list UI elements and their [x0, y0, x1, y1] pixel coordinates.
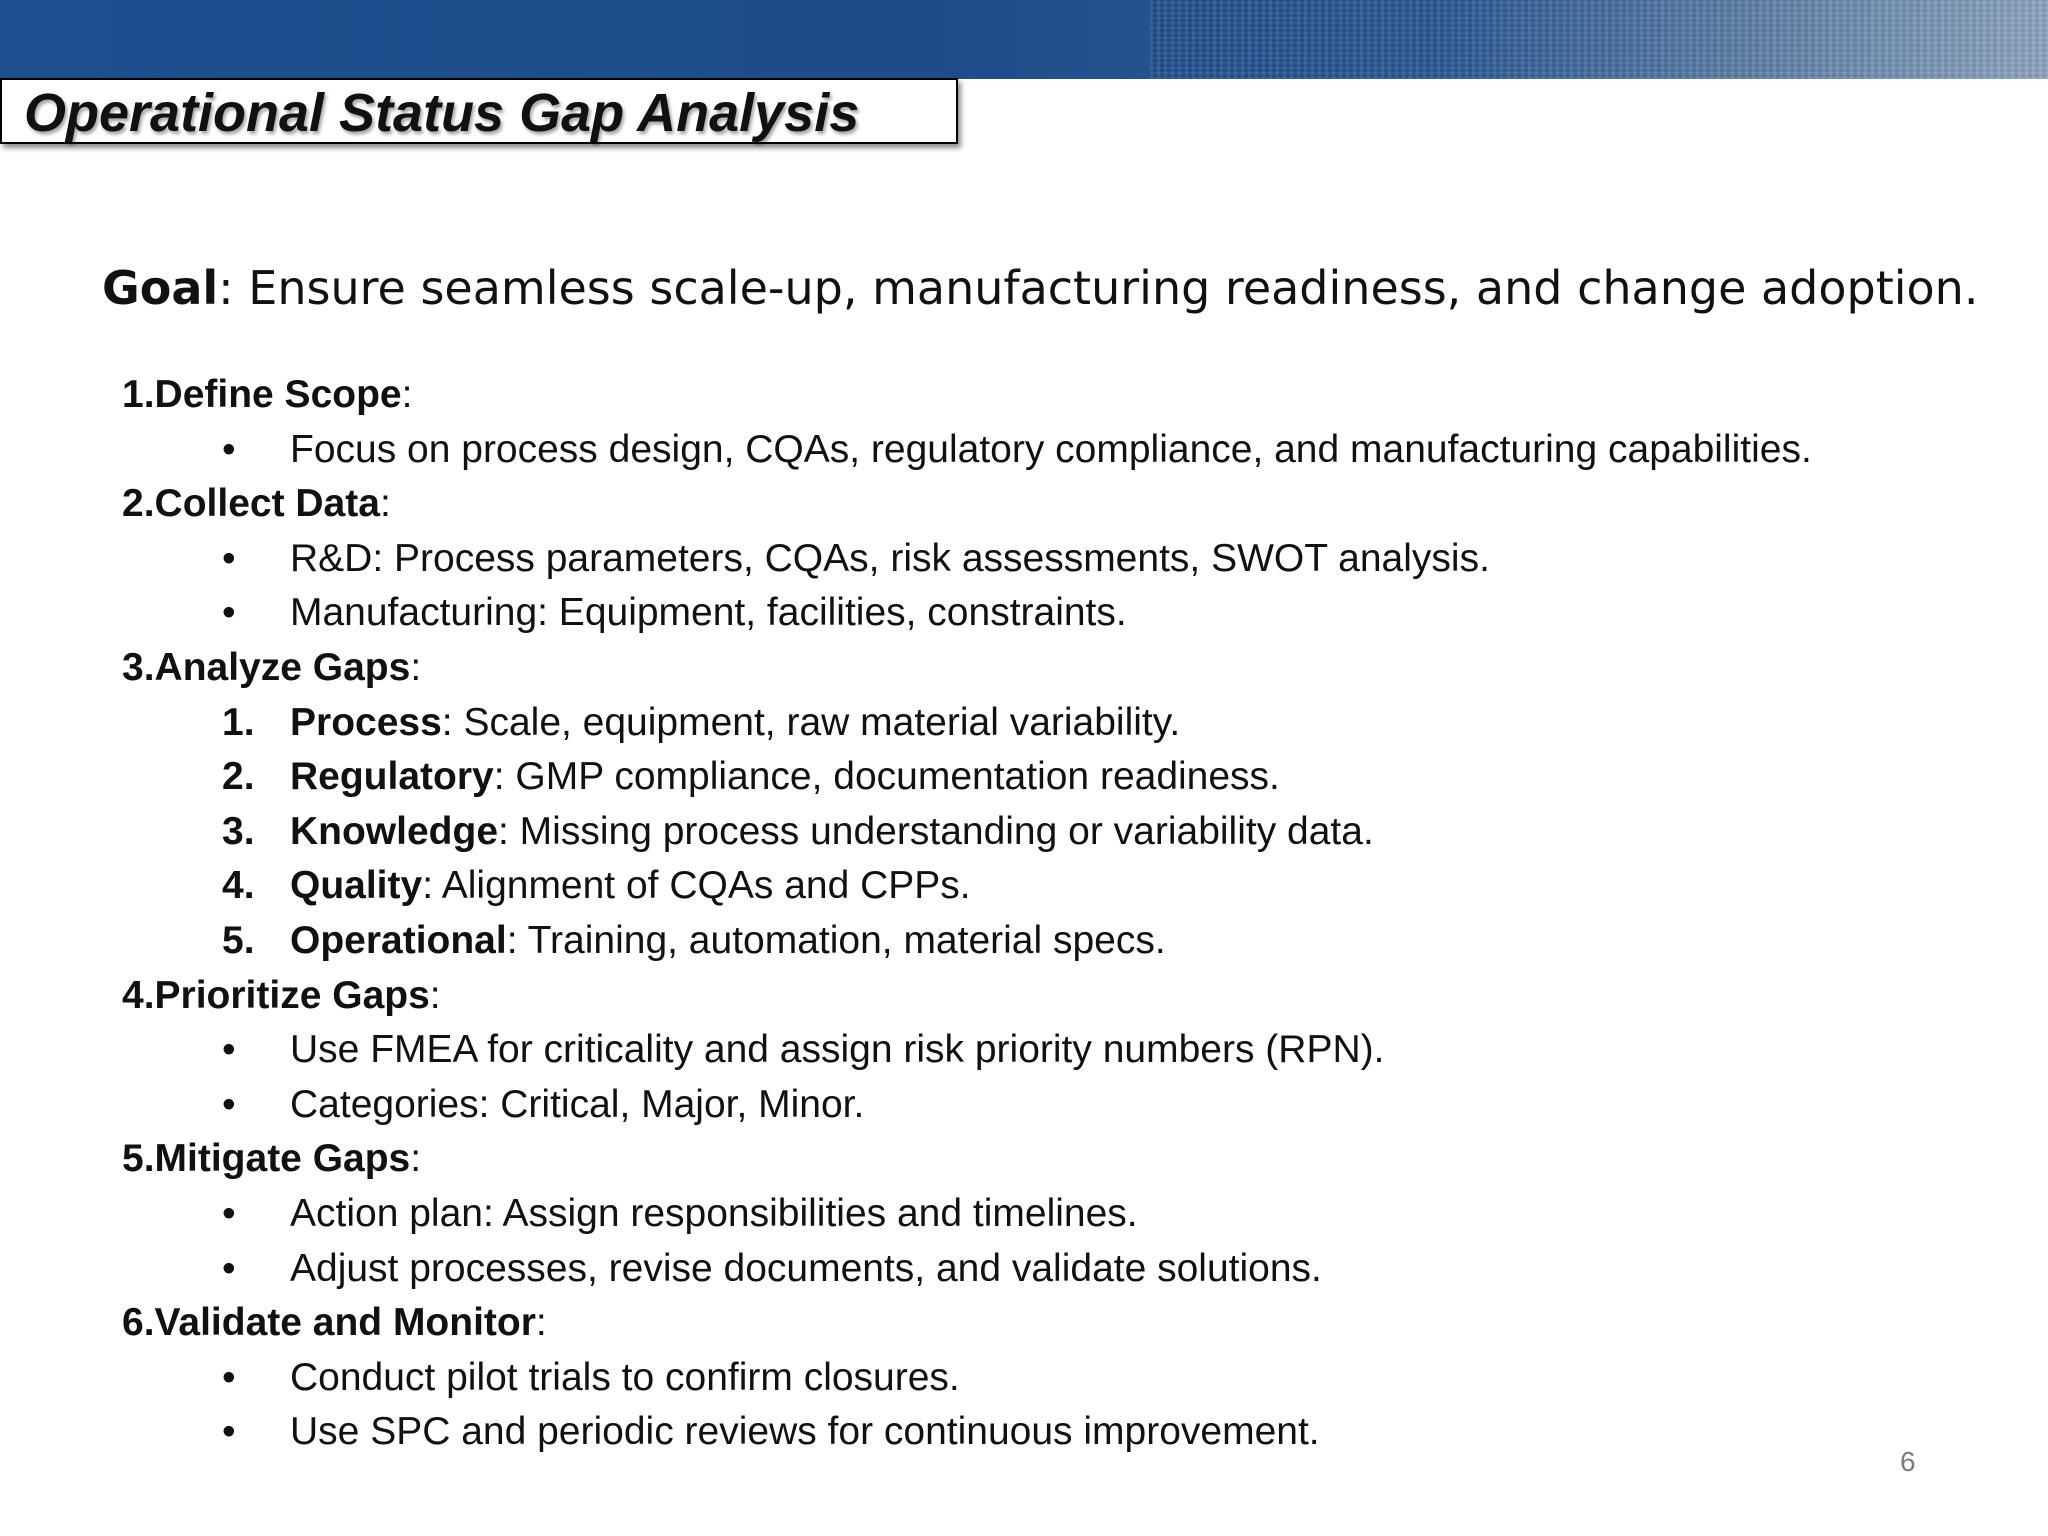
step-analyze-gaps: [122, 641, 2042, 696]
step-colon: :: [535, 1301, 547, 1345]
list-item: [122, 1023, 2042, 1078]
item-text: : GMP compliance, documentation readiness.: [493, 755, 1280, 799]
step-define-scope: [122, 368, 2042, 423]
step-number: 4.: [122, 973, 155, 1017]
item-label: Knowledge: [290, 809, 499, 853]
bullet-text: Use SPC and periodic reviews for continuous improvement.: [290, 1410, 1320, 1454]
item-number: 2.: [222, 755, 255, 799]
bullet-text: Focus on process design, CQAs, regulatory compliance, and manufacturing capabilities.: [290, 427, 1812, 471]
goal-label: Goal: [102, 261, 219, 315]
list-item: [122, 750, 2042, 805]
step-mitigate-gaps: [122, 1132, 2042, 1187]
step-validate-and-monitor: [122, 1296, 2042, 1351]
list-item: [122, 1405, 2042, 1460]
bullet-text: Use FMEA for criticality and assign risk priority numbers (RPN).: [290, 1028, 1385, 1072]
list-item: [122, 805, 2042, 860]
step-label: Analyze Gaps: [154, 645, 411, 689]
gap-analysis-steps: [122, 368, 2042, 1460]
item-label: Process: [290, 700, 442, 744]
bullet-marker: •: [222, 1355, 236, 1399]
list-item: [122, 586, 2042, 641]
step-number: 6.: [122, 1301, 155, 1345]
list-item: [122, 1187, 2042, 1242]
step-number: 3.: [122, 645, 155, 689]
step-label: Mitigate Gaps: [154, 1137, 411, 1181]
list-item: [122, 1242, 2042, 1297]
step-colon: :: [410, 645, 422, 689]
list-item: [122, 532, 2042, 587]
bullet-text: Adjust processes, revise documents, and validate solutions.: [290, 1246, 1322, 1290]
banner-texture: [1150, 0, 2048, 79]
step-colon: :: [401, 373, 413, 416]
list-item: [122, 696, 2042, 751]
goal-statement: [102, 258, 1978, 318]
title-box: [0, 78, 958, 144]
step-colon: :: [410, 1137, 422, 1181]
bullet-marker: •: [222, 427, 236, 471]
step-prioritize-gaps: [122, 969, 2042, 1024]
step-colon: :: [379, 482, 391, 526]
item-number: 5.: [222, 918, 255, 962]
bullet-marker: •: [222, 1028, 236, 1072]
step-number: 2.: [122, 482, 155, 526]
bullet-marker: •: [222, 1191, 236, 1235]
step-label: Define Scope: [154, 373, 402, 416]
item-text: : Alignment of CQAs and CPPs.: [422, 864, 971, 908]
list-item: [122, 914, 2042, 969]
item-label: Quality: [290, 864, 423, 908]
list-item: [122, 1078, 2042, 1133]
step-label: Validate and Monitor: [154, 1301, 536, 1345]
bullet-text: R&D: Process parameters, CQAs, risk assessments, SWOT analysis.: [290, 536, 1490, 580]
step-label: Collect Data: [154, 482, 380, 526]
list-item: [122, 859, 2042, 914]
list-item: [122, 1351, 2042, 1406]
item-text: : Scale, equipment, raw material variability.: [441, 700, 1181, 744]
item-label: Operational: [290, 918, 507, 962]
item-text: : Missing process understanding or variability data.: [498, 809, 1374, 853]
item-number: 1.: [222, 700, 255, 744]
step-number: 1.: [122, 373, 155, 416]
item-number: 3.: [222, 809, 255, 853]
item-number: 4.: [222, 864, 255, 908]
bullet-marker: •: [222, 1246, 236, 1290]
top-banner: [0, 0, 2048, 79]
step-label: Prioritize Gaps: [154, 973, 430, 1017]
bullet-text: Categories: Critical, Major, Minor.: [290, 1082, 865, 1126]
item-label: Regulatory: [290, 755, 494, 799]
step-collect-data: [122, 477, 2042, 532]
page-number: 6: [1900, 1446, 1916, 1477]
bullet-text: Conduct pilot trials to confirm closures.: [290, 1355, 960, 1399]
bullet-text: Action plan: Assign responsibilities and timelines.: [290, 1191, 1138, 1235]
bullet-marker: •: [222, 536, 236, 580]
step-colon: :: [429, 973, 441, 1017]
page-title: Operational Status Gap Analysis: [24, 83, 860, 143]
bullet-marker: •: [222, 591, 236, 635]
goal-text: : Ensure seamless scale-up, manufacturing readiness, and change adoption.: [218, 261, 1979, 315]
bullet-marker: •: [222, 1082, 236, 1126]
item-text: : Training, automation, material specs.: [506, 918, 1166, 962]
bullet-text: Manufacturing: Equipment, facilities, constraints.: [290, 591, 1127, 635]
step-number: 5.: [122, 1137, 155, 1181]
list-item: [122, 423, 2042, 478]
bullet-marker: •: [222, 1410, 236, 1454]
